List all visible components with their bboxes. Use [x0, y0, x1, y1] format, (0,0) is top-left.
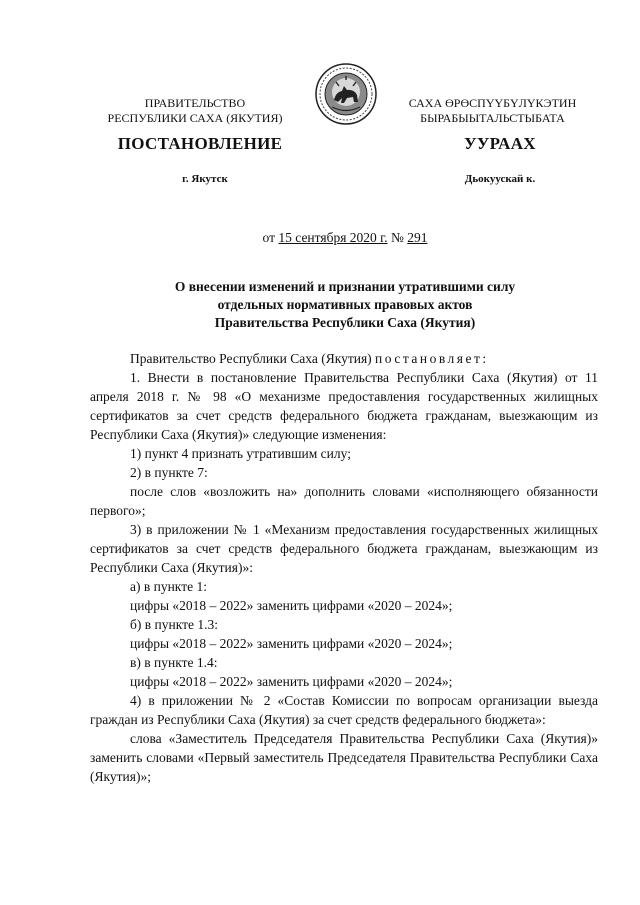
- authority-line-1: ПРАВИТЕЛЬСТВО: [144, 96, 246, 110]
- date-number-line: [0, 230, 640, 246]
- paragraph-5: 3) в приложении № 1 «Механизм предоставления государственных жилищных сертификатов за счет средств федерального бюджета гражданам, выезжающим из Республики Саха (Якутия)»:: [90, 522, 598, 575]
- paragraph-8: б) в пункте 1.3:: [130, 617, 218, 632]
- subject-line-1: О внесении изменений и признании утратившими силу: [174, 279, 516, 294]
- document-body: [90, 349, 598, 786]
- preamble: [90, 349, 598, 368]
- subject-line-3: Правительства Республики Саха (Якутия): [214, 315, 476, 330]
- paragraph-12: 4) в приложении № 2 «Состав Комиссии по вопросам организации выезда граждан из Республики Саха (Якутия) за счет средств федерального бюджета»:: [90, 693, 598, 727]
- paragraph-11: цифры «2018 – 2022» заменить цифрами «2020 – 2024»;: [130, 674, 453, 689]
- date-prefix: от: [262, 230, 279, 245]
- document-number: 291: [407, 230, 428, 245]
- number-prefix: №: [387, 230, 408, 245]
- document-type-ru: ПОСТАНОВЛЕНИЕ: [117, 134, 283, 153]
- document-type-sakha: УУРААХ: [464, 134, 536, 153]
- authority-name-ru: [100, 96, 290, 126]
- authority-sakha-line-2: БЫРАБЫЫТАЛЬСТЫБАТА: [420, 111, 565, 125]
- paragraph-6: а) в пункте 1:: [130, 579, 207, 594]
- paragraph-9: цифры «2018 – 2022» заменить цифрами «2020 – 2024»;: [130, 636, 453, 651]
- republic-sakha-emblem-icon: [314, 62, 378, 126]
- paragraph-10: в) в пункте 1.4:: [130, 655, 218, 670]
- paragraph-4: после слов «возложить на» дополнить словами «исполняющего обязанности первого»;: [90, 484, 598, 518]
- paragraph-3: 2) в пункте 7:: [130, 465, 208, 480]
- paragraph-7: цифры «2018 – 2022» заменить цифрами «2020 – 2024»;: [130, 598, 453, 613]
- preamble-text: Правительство Республики Саха (Якутия): [130, 351, 376, 366]
- subject-line-2: отдельных нормативных правовых актов: [217, 297, 473, 312]
- document-subject: [100, 278, 590, 332]
- paragraph-13: слова «Заместитель Председателя Правительства Республики Саха (Якутия)» заменить словами «Первый заместитель Председателя Правительства Республики Саха (Якутия)»;: [90, 731, 598, 784]
- preamble-decree-word: постановляет:: [375, 351, 489, 366]
- authority-line-2: РЕСПУБЛИКИ САХА (ЯКУТИЯ): [107, 111, 283, 125]
- paragraph-2: 1) пункт 4 признать утратившим силу;: [130, 446, 351, 461]
- paragraph-1: 1. Внести в постановление Правительства Республики Саха (Якутия) от 11 апреля 2018 г. № 98 «О механизме предоставления государственных жилищных сертификатов за счет средств федерального бюджета гражданам, выезжающим из Республики Саха (Якутия)» следующие изменения:: [90, 370, 598, 442]
- authority-sakha-line-1: САХА ӨРӨСПҮҮБҮЛҮКЭТИН: [408, 96, 577, 110]
- city-ru: г. Якутск: [182, 173, 228, 185]
- document-date: 15 сентября 2020 г.: [278, 230, 388, 245]
- authority-name-sakha: [385, 96, 600, 126]
- city-sakha: Дьокуускай к.: [464, 173, 536, 185]
